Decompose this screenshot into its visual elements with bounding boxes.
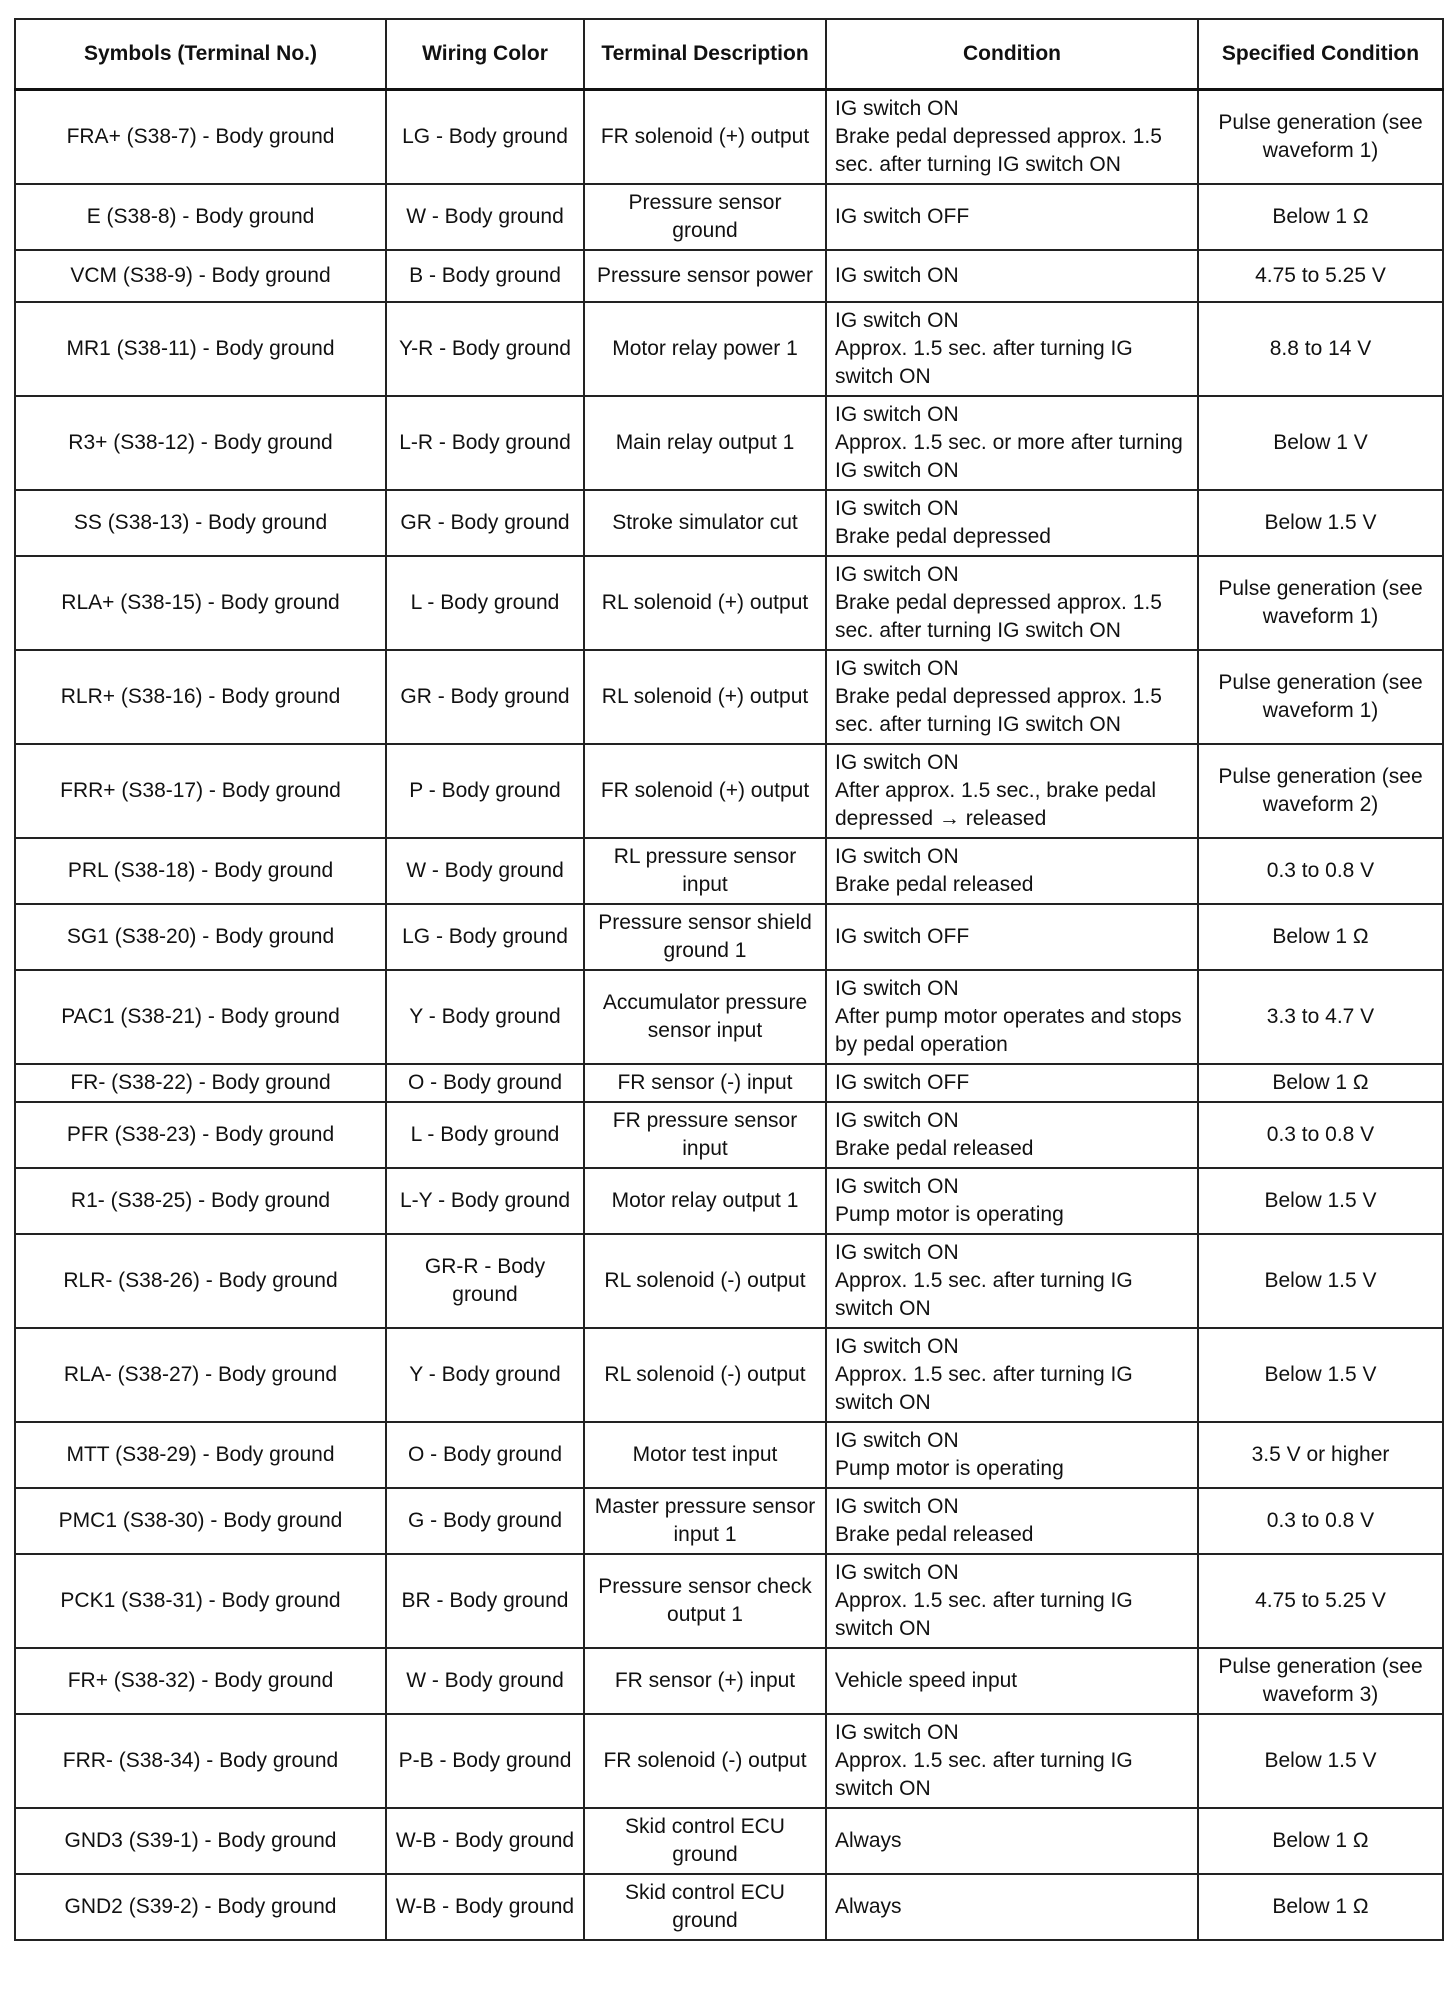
condition-cell <box>826 556 1198 650</box>
condition-cell <box>826 1554 1198 1648</box>
wiring-color-cell: O - Body ground <box>386 1422 584 1488</box>
condition-cell <box>826 1648 1198 1714</box>
condition-line: IG switch OFF <box>835 1071 970 1094</box>
specified-condition-cell: Below 1.5 V <box>1198 1714 1443 1808</box>
wiring-color-cell: W - Body ground <box>386 184 584 250</box>
condition-line: Always <box>835 1895 902 1918</box>
specified-condition-cell: Pulse generation (see waveform 3) <box>1198 1648 1443 1714</box>
terminal-description-cell: Skid control ECU ground <box>584 1874 826 1940</box>
condition-cell <box>826 1808 1198 1874</box>
table-row <box>15 1808 1443 1874</box>
condition-line: Pump motor is operating <box>835 1203 1064 1226</box>
condition-cell <box>826 396 1198 490</box>
terminal-description-cell: FR sensor (-) input <box>584 1064 826 1102</box>
header-terminal-description: Terminal Description <box>584 19 826 90</box>
condition-line: IG switch ON <box>835 1495 959 1518</box>
condition-line: Approx. 1.5 sec. after turning IG switch ON <box>835 1363 1133 1414</box>
table-row <box>15 90 1443 185</box>
condition-line: IG switch ON <box>835 657 959 680</box>
condition-line: IG switch ON <box>835 309 959 332</box>
condition-cell <box>826 1422 1198 1488</box>
condition-line: IG switch ON <box>835 751 959 774</box>
condition-line: Always <box>835 1829 902 1852</box>
condition-cell <box>826 302 1198 396</box>
condition-cell <box>826 1168 1198 1234</box>
wiring-color-cell: W - Body ground <box>386 1648 584 1714</box>
terminal-symbol-cell: PFR (S38-23) - Body ground <box>15 1102 386 1168</box>
condition-line: IG switch ON <box>835 264 959 287</box>
condition-line: Approx. 1.5 sec. after turning IG switch ON <box>835 1749 1133 1800</box>
specified-condition-cell: Below 1 Ω <box>1198 1808 1443 1874</box>
wiring-color-cell: L-Y - Body ground <box>386 1168 584 1234</box>
table-body <box>15 90 1443 1941</box>
terminal-description-cell: Pressure sensor check output 1 <box>584 1554 826 1648</box>
terminal-symbol-cell: R1- (S38-25) - Body ground <box>15 1168 386 1234</box>
condition-cell <box>826 1064 1198 1102</box>
specified-condition-cell: Below 1 Ω <box>1198 904 1443 970</box>
specified-condition-cell: 0.3 to 0.8 V <box>1198 1488 1443 1554</box>
condition-cell <box>826 1714 1198 1808</box>
table-row <box>15 250 1443 302</box>
terminal-description-cell: Accumulator pressure sensor input <box>584 970 826 1064</box>
condition-cell <box>826 1488 1198 1554</box>
terminal-symbol-cell: E (S38-8) - Body ground <box>15 184 386 250</box>
condition-cell <box>826 650 1198 744</box>
condition-line: Approx. 1.5 sec. after turning IG switch ON <box>835 337 1133 388</box>
wiring-color-cell: W-B - Body ground <box>386 1874 584 1940</box>
specified-condition-cell: Below 1 Ω <box>1198 184 1443 250</box>
wiring-color-cell: W-B - Body ground <box>386 1808 584 1874</box>
condition-line: IG switch ON <box>835 845 959 868</box>
condition-cell <box>826 1102 1198 1168</box>
wiring-color-cell: Y-R - Body ground <box>386 302 584 396</box>
terminal-symbol-cell: GND3 (S39-1) - Body ground <box>15 1808 386 1874</box>
terminal-description-cell: FR solenoid (+) output <box>584 90 826 185</box>
table-row <box>15 744 1443 838</box>
condition-line: After pump motor operates and stops by pedal operation <box>835 1005 1182 1056</box>
table-row <box>15 302 1443 396</box>
terminal-symbol-cell: MR1 (S38-11) - Body ground <box>15 302 386 396</box>
terminal-symbol-cell: PRL (S38-18) - Body ground <box>15 838 386 904</box>
header-symbols: Symbols (Terminal No.) <box>15 19 386 90</box>
terminal-symbol-cell: FRR- (S38-34) - Body ground <box>15 1714 386 1808</box>
condition-line: Approx. 1.5 sec. after turning IG switch ON <box>835 1269 1133 1320</box>
condition-line: Brake pedal released <box>835 1137 1034 1160</box>
table-row <box>15 838 1443 904</box>
condition-line: Brake pedal released <box>835 873 1034 896</box>
terminal-description-cell: Motor relay power 1 <box>584 302 826 396</box>
condition-line: Brake pedal depressed approx. 1.5 sec. after turning IG switch ON <box>835 125 1162 176</box>
terminal-symbol-cell: PMC1 (S38-30) - Body ground <box>15 1488 386 1554</box>
terminal-symbol-cell: FR- (S38-22) - Body ground <box>15 1064 386 1102</box>
header-specified-condition: Specified Condition <box>1198 19 1443 90</box>
condition-cell <box>826 250 1198 302</box>
condition-cell <box>826 1234 1198 1328</box>
wiring-color-cell: LG - Body ground <box>386 904 584 970</box>
wiring-color-cell: W - Body ground <box>386 838 584 904</box>
specified-condition-cell: 3.5 V or higher <box>1198 1422 1443 1488</box>
condition-line: IG switch ON <box>835 403 959 426</box>
terminal-description-cell: Master pressure sensor input 1 <box>584 1488 826 1554</box>
specified-condition-cell: Below 1 V <box>1198 396 1443 490</box>
condition-line: IG switch ON <box>835 497 959 520</box>
terminal-description-cell: RL pressure sensor input <box>584 838 826 904</box>
terminal-description-cell: FR sensor (+) input <box>584 1648 826 1714</box>
terminal-symbol-cell: RLA- (S38-27) - Body ground <box>15 1328 386 1422</box>
condition-line: Approx. 1.5 sec. after turning IG switch ON <box>835 1589 1133 1640</box>
wiring-color-cell: LG - Body ground <box>386 90 584 185</box>
table-row <box>15 1168 1443 1234</box>
condition-cell <box>826 184 1198 250</box>
specified-condition-cell: 4.75 to 5.25 V <box>1198 1554 1443 1648</box>
table-row <box>15 1874 1443 1940</box>
terminal-description-cell: Motor relay output 1 <box>584 1168 826 1234</box>
terminal-symbol-cell: SS (S38-13) - Body ground <box>15 490 386 556</box>
condition-line: Brake pedal depressed <box>835 525 1051 548</box>
terminal-description-cell: RL solenoid (+) output <box>584 650 826 744</box>
terminal-description-cell: Pressure sensor shield ground 1 <box>584 904 826 970</box>
specified-condition-cell: 0.3 to 0.8 V <box>1198 838 1443 904</box>
condition-cell <box>826 970 1198 1064</box>
wiring-color-cell: B - Body ground <box>386 250 584 302</box>
table-row <box>15 1102 1443 1168</box>
terminal-description-cell: RL solenoid (+) output <box>584 556 826 650</box>
condition-line: IG switch ON <box>835 563 959 586</box>
terminal-description-cell: Main relay output 1 <box>584 396 826 490</box>
specified-condition-cell: Pulse generation (see waveform 1) <box>1198 556 1443 650</box>
terminal-symbol-cell: SG1 (S38-20) - Body ground <box>15 904 386 970</box>
condition-line: IG switch ON <box>835 1429 959 1452</box>
condition-cell <box>826 90 1198 185</box>
specified-condition-cell: 4.75 to 5.25 V <box>1198 250 1443 302</box>
terminal-description-cell: RL solenoid (-) output <box>584 1234 826 1328</box>
condition-cell <box>826 744 1198 838</box>
condition-line: IG switch ON <box>835 1109 959 1132</box>
table-row <box>15 1234 1443 1328</box>
specified-condition-cell: 8.8 to 14 V <box>1198 302 1443 396</box>
wiring-color-cell: P - Body ground <box>386 744 584 838</box>
wiring-color-cell: GR - Body ground <box>386 650 584 744</box>
specified-condition-cell: Pulse generation (see waveform 1) <box>1198 90 1443 185</box>
header-wiring-color: Wiring Color <box>386 19 584 90</box>
terminal-description-cell: Pressure sensor power <box>584 250 826 302</box>
specified-condition-cell: Below 1 Ω <box>1198 1064 1443 1102</box>
table-row <box>15 970 1443 1064</box>
terminal-symbol-cell: MTT (S38-29) - Body ground <box>15 1422 386 1488</box>
terminal-description-cell: FR solenoid (+) output <box>584 744 826 838</box>
terminal-symbol-cell: FR+ (S38-32) - Body ground <box>15 1648 386 1714</box>
wiring-color-cell: L - Body ground <box>386 1102 584 1168</box>
specified-condition-cell: Below 1 Ω <box>1198 1874 1443 1940</box>
table-row <box>15 1064 1443 1102</box>
terminal-symbol-cell: R3+ (S38-12) - Body ground <box>15 396 386 490</box>
wiring-color-cell: P-B - Body ground <box>386 1714 584 1808</box>
condition-line: Brake pedal released <box>835 1523 1034 1546</box>
condition-line: IG switch ON <box>835 1335 959 1358</box>
condition-line: IG switch ON <box>835 1721 959 1744</box>
table-row <box>15 904 1443 970</box>
condition-line: IG switch ON <box>835 1241 959 1264</box>
terminal-symbol-cell: RLA+ (S38-15) - Body ground <box>15 556 386 650</box>
wiring-color-cell: BR - Body ground <box>386 1554 584 1648</box>
condition-cell <box>826 490 1198 556</box>
table-row <box>15 1554 1443 1648</box>
table-header <box>15 19 1443 90</box>
terminal-description-cell: Pressure sensor ground <box>584 184 826 250</box>
condition-line: Pump motor is operating <box>835 1457 1064 1480</box>
wiring-color-cell: Y - Body ground <box>386 970 584 1064</box>
table-row <box>15 1328 1443 1422</box>
wiring-color-cell: G - Body ground <box>386 1488 584 1554</box>
terminal-description-cell: Skid control ECU ground <box>584 1808 826 1874</box>
terminal-symbol-cell: PAC1 (S38-21) - Body ground <box>15 970 386 1064</box>
condition-line: IG switch OFF <box>835 925 970 948</box>
table-row <box>15 1714 1443 1808</box>
terminal-spec-table <box>14 18 1444 1941</box>
condition-line: Vehicle speed input <box>835 1669 1018 1692</box>
condition-cell <box>826 838 1198 904</box>
specified-condition-cell: Below 1.5 V <box>1198 490 1443 556</box>
terminal-symbol-cell: VCM (S38-9) - Body ground <box>15 250 386 302</box>
terminal-description-cell: Motor test input <box>584 1422 826 1488</box>
specified-condition-cell: 3.3 to 4.7 V <box>1198 970 1443 1064</box>
condition-cell <box>826 1874 1198 1940</box>
table-row <box>15 396 1443 490</box>
specified-condition-cell: 0.3 to 0.8 V <box>1198 1102 1443 1168</box>
table-row <box>15 184 1443 250</box>
condition-cell <box>826 904 1198 970</box>
terminal-symbol-cell: FRA+ (S38-7) - Body ground <box>15 90 386 185</box>
specified-condition-cell: Pulse generation (see waveform 2) <box>1198 744 1443 838</box>
condition-line: IG switch ON <box>835 97 959 120</box>
condition-line: After approx. 1.5 sec., brake pedal depressed → released <box>835 779 1157 830</box>
table-row <box>15 556 1443 650</box>
header-row <box>15 19 1443 90</box>
condition-line: IG switch ON <box>835 1175 959 1198</box>
wiring-color-cell: GR-R - Body ground <box>386 1234 584 1328</box>
condition-line: IG switch ON <box>835 977 959 1000</box>
wiring-color-cell: Y - Body ground <box>386 1328 584 1422</box>
terminal-description-cell: FR solenoid (-) output <box>584 1714 826 1808</box>
wiring-color-cell: GR - Body ground <box>386 490 584 556</box>
specified-condition-cell: Pulse generation (see waveform 1) <box>1198 650 1443 744</box>
condition-line: IG switch OFF <box>835 205 970 228</box>
wiring-color-cell: L-R - Body ground <box>386 396 584 490</box>
terminal-symbol-cell: FRR+ (S38-17) - Body ground <box>15 744 386 838</box>
header-condition: Condition <box>826 19 1198 90</box>
table-row <box>15 1488 1443 1554</box>
condition-line: Approx. 1.5 sec. or more after turning IG switch ON <box>835 431 1183 482</box>
condition-line: IG switch ON <box>835 1561 959 1584</box>
specified-condition-cell: Below 1.5 V <box>1198 1168 1443 1234</box>
specified-condition-cell: Below 1.5 V <box>1198 1234 1443 1328</box>
wiring-color-cell: O - Body ground <box>386 1064 584 1102</box>
condition-cell <box>826 1328 1198 1422</box>
terminal-description-cell: RL solenoid (-) output <box>584 1328 826 1422</box>
specified-condition-cell: Below 1.5 V <box>1198 1328 1443 1422</box>
wiring-color-cell: L - Body ground <box>386 556 584 650</box>
condition-line: Brake pedal depressed approx. 1.5 sec. after turning IG switch ON <box>835 591 1162 642</box>
terminal-symbol-cell: RLR- (S38-26) - Body ground <box>15 1234 386 1328</box>
terminal-symbol-cell: RLR+ (S38-16) - Body ground <box>15 650 386 744</box>
terminal-symbol-cell: GND2 (S39-2) - Body ground <box>15 1874 386 1940</box>
terminal-symbol-cell: PCK1 (S38-31) - Body ground <box>15 1554 386 1648</box>
table-row <box>15 1422 1443 1488</box>
table-row <box>15 1648 1443 1714</box>
table-row <box>15 650 1443 744</box>
table-row <box>15 490 1443 556</box>
terminal-description-cell: FR pressure sensor input <box>584 1102 826 1168</box>
condition-line: Brake pedal depressed approx. 1.5 sec. after turning IG switch ON <box>835 685 1162 736</box>
terminal-description-cell: Stroke simulator cut <box>584 490 826 556</box>
